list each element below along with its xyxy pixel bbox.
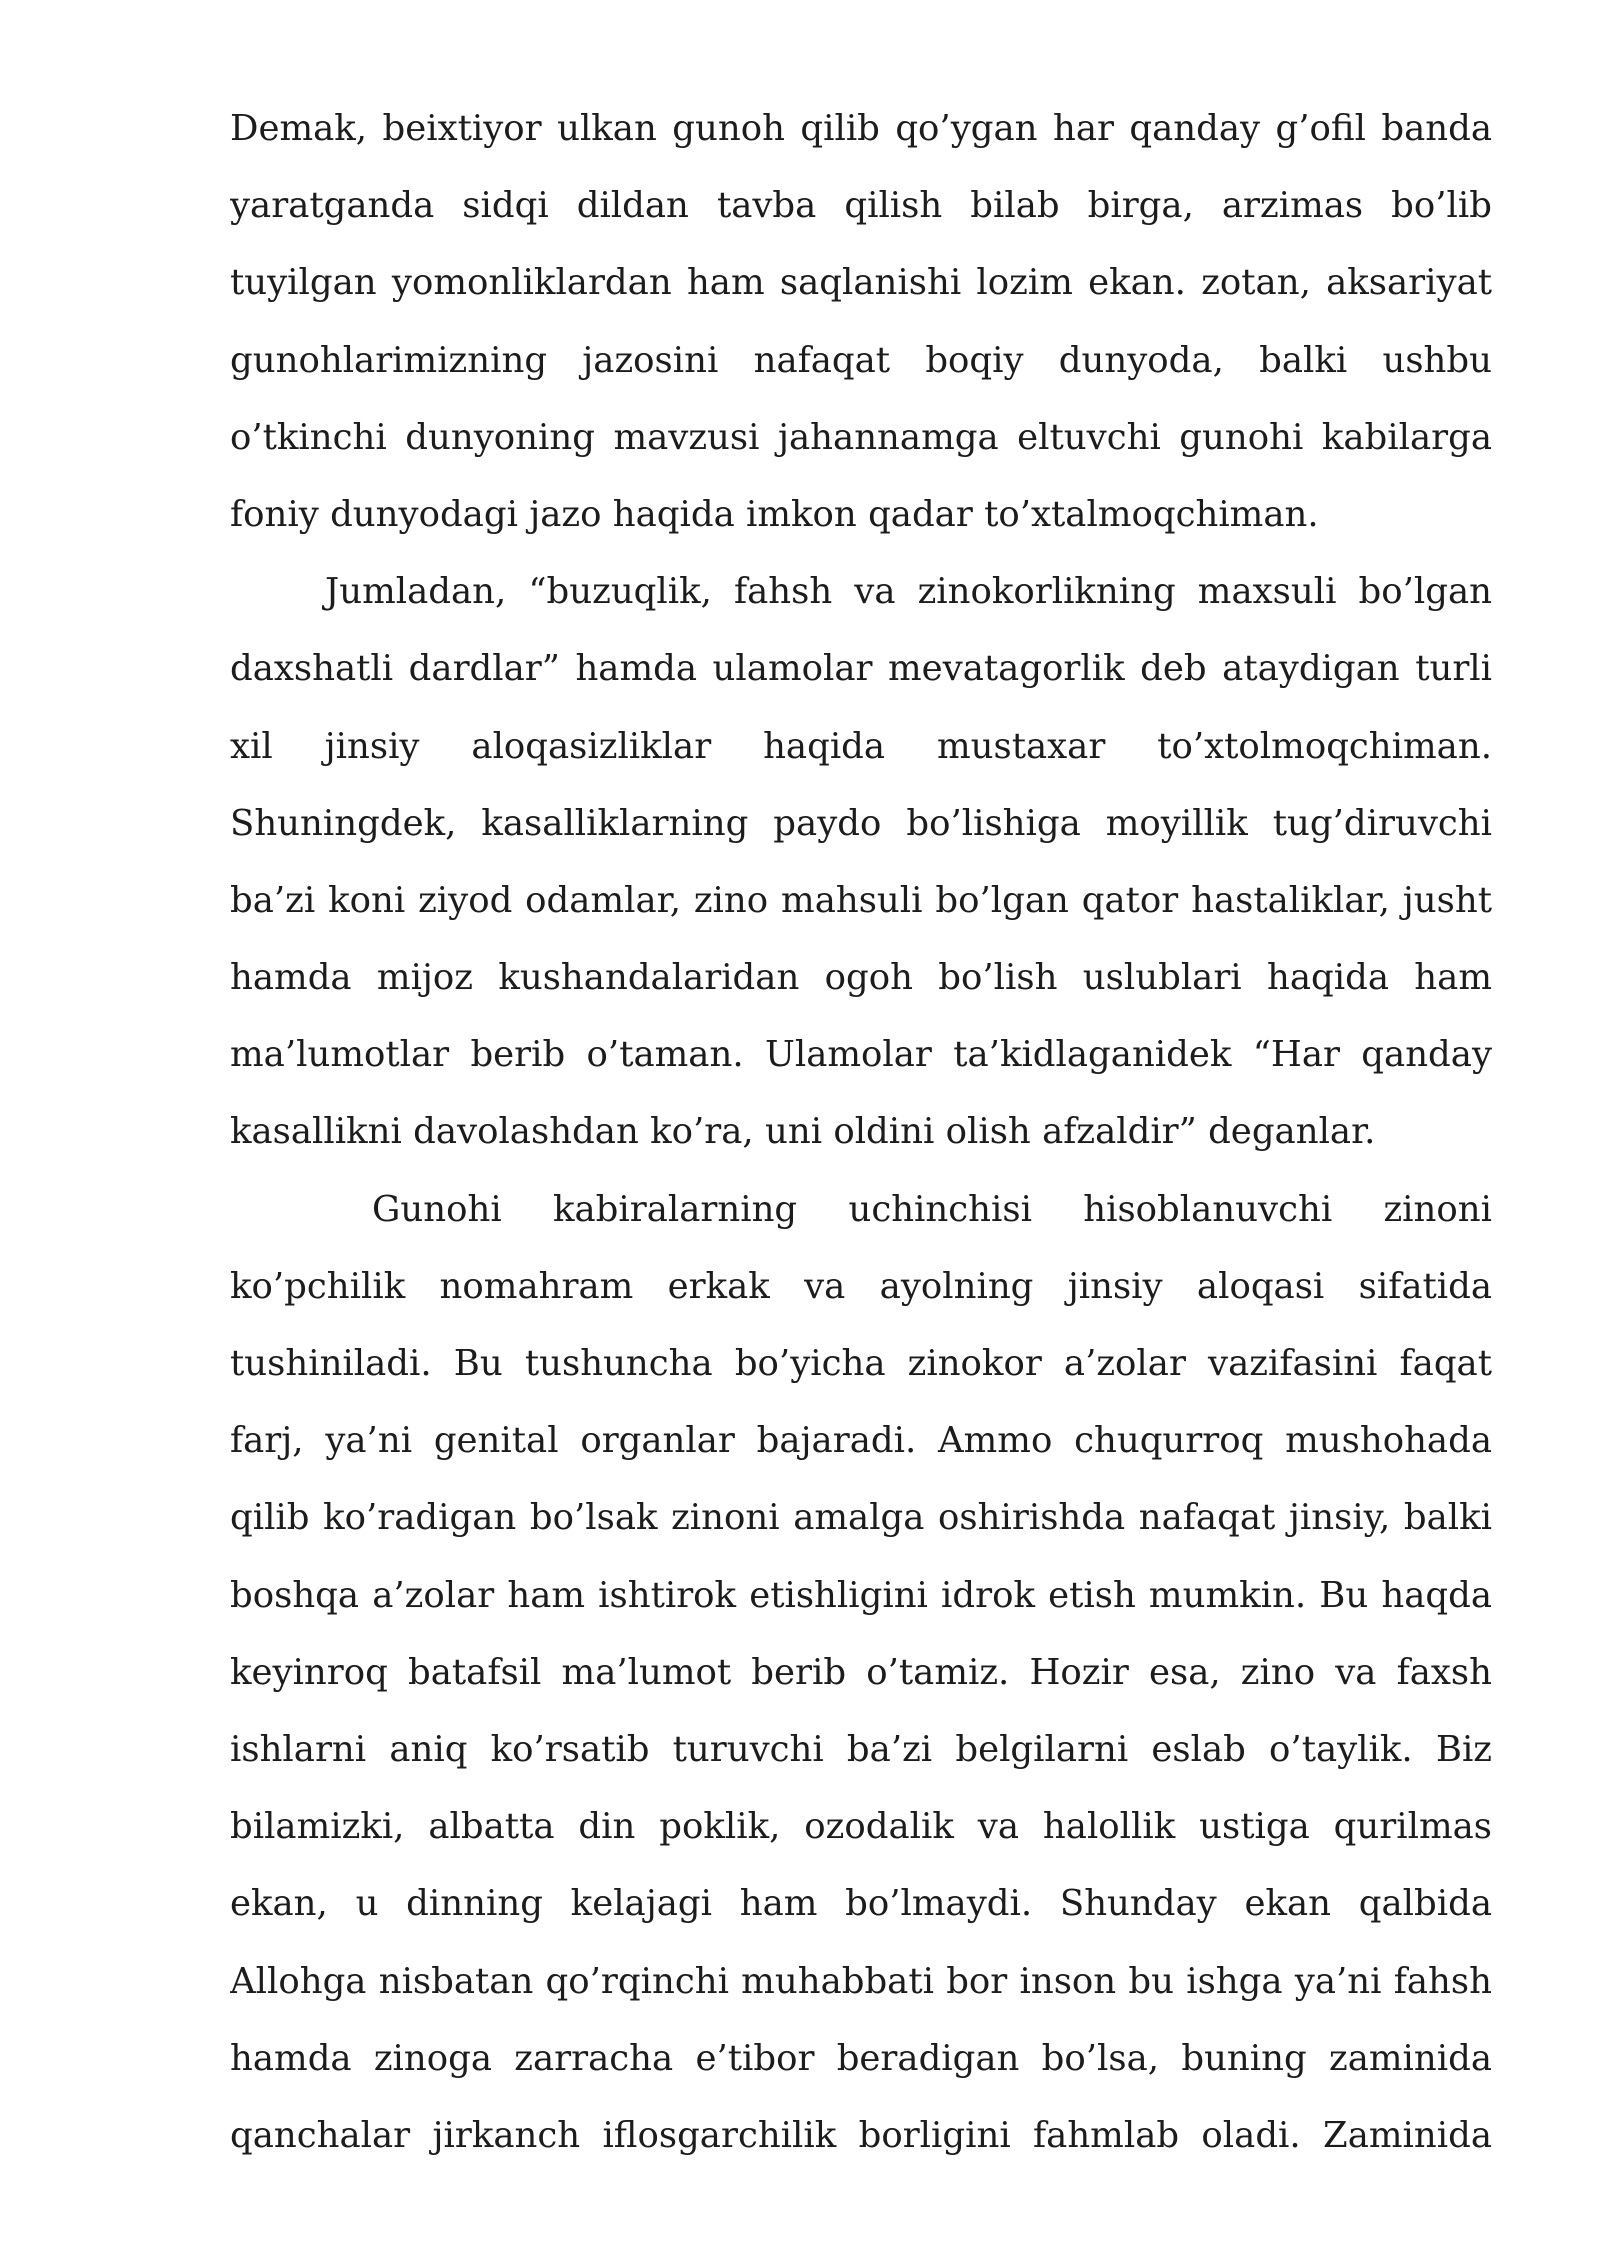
paragraph-first-line: Jumladan, “buzuqlik, fahsh va zinokorlikning maxsuli bo’lgan [325,571,1492,613]
text-line: ko’pchilik nomahram erkak va ayolning jinsiy aloqasi sifatida [230,1265,1492,1307]
text-line: tushiniladi. Bu tushuncha bo’yicha zinokor a’zolar vazifasini faqat [230,1343,1492,1384]
text-line: Shuningdek, kasalliklarning paydo bo’lishiga moyillik tug’diruvchi [230,802,1492,844]
text-line: o’tkinchi dunyoning mavzusi jahannamga eltuvchi gunohi kabilarga [230,416,1492,458]
text-line: Allohga nisbatan qo’rqinchi muhabbati bor inson bu ishga ya’ni fahsh [230,1960,1492,2002]
text-line: ishlarni aniq ko’rsatib turuvchi ba’zi belgilarni eslab o’taylik. Biz [230,1728,1492,1770]
text-line: bilamizki, albatta din poklik, ozodalik va halollik ustiga qurilmas [230,1806,1492,1848]
text-line: keyinroq batafsil ma’lumot berib o’tamiz. Hozir esa, zino va faxsh [230,1651,1492,1693]
text-line: gunohlarimizning jazosini nafaqat boqiy dunyoda, balki ushbu [230,339,1492,381]
text-line: qilib ko’radigan bo’lsak zinoni amalga oshirishda nafaqat jinsiy, balki [230,1497,1492,1539]
text-line: ma’lumotlar berib o’taman. Ulamolar ta’kidlaganidek “Har qanday [230,1034,1492,1076]
text-line: ba’zi koni ziyod odamlar, zino mahsuli bo’lgan qator hastaliklar, jusht [230,879,1492,921]
body-text [230,90,1492,2174]
text-line: tuyilgan yomonliklardan ham saqlanishi lozim ekan. zotan, aksariyat [230,262,1492,304]
text-line: farj, ya’ni genital organlar bajaradi. Ammo chuqurroq mushohada [230,1420,1492,1462]
text-line: xil jinsiy aloqasizliklar haqida mustaxar to’xtolmoqchiman. [230,725,1492,767]
paragraph-first-line: Gunohi kabiralarning uchinchisi hisoblanuvchi zinoni [372,1188,1492,1230]
text-line: hamda zinoga zarracha e’tibor beradigan bo’lsa, buning zaminida [230,2037,1492,2079]
text-line: Demak, beixtiyor ulkan gunoh qilib qo’ygan har qanday g’ofil banda [230,108,1492,149]
text-line: daxshatli dardlar” hamda ulamolar mevatagorlik deb ataydigan turli [230,648,1492,690]
text-line: qanchalar jirkanch iflosgarchilik borligini fahmlab oladi. Zaminida [230,2114,1492,2156]
text-line: yaratganda sidqi dildan tavba qilish bilab birga, arzimas bo’lib [230,185,1492,227]
text-line: boshqa a’zolar ham ishtirok etishligini idrok etish mumkin. Bu haqda [230,1574,1492,1616]
text-line: foniy dunyodagi jazo haqida imkon qadar to’xtalmoqchiman. [230,493,1319,535]
text-line: hamda mijoz kushandalaridan ogoh bo’lish uslublari haqida ham [230,957,1492,999]
text-line: kasallikni davolashdan ko’ra, uni oldini olish afzaldir” deganlar. [230,1111,1376,1153]
text-line: ekan, u dinning kelajagi ham bo’lmaydi. Shunday ekan qalbida [230,1883,1492,1925]
